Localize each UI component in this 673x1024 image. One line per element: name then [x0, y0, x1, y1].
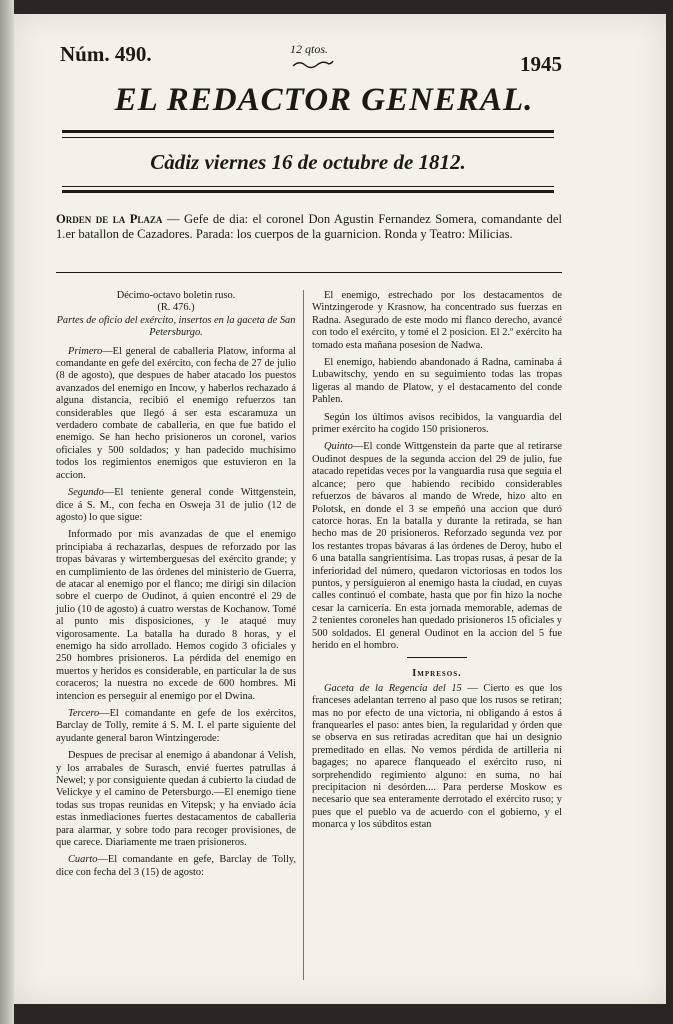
- paragraph-lead: Gaceta de la Regencia del 15: [324, 682, 462, 694]
- paragraph-lead: Tercero: [68, 708, 100, 719]
- column-divider: [303, 290, 304, 980]
- right-column: [312, 290, 562, 837]
- paragraph: [312, 290, 562, 352]
- impresos-heading: Impresos.: [412, 668, 462, 680]
- paragraph-text: El enemigo, habiendo abandonado á Radna, caminaba á Lubawitschy, yendo en su seguimiento todas las tropas ligeras al mando de Platow, y el destacamento del conde Pahlen.: [312, 357, 562, 406]
- paragraph-text: El enemigo, estrechado por los destacamentos de Wintzingerode y Krasnow, ha concentrado sus fuerzas en Radna. Asegurado de este modo mi flanco derecho, avancé con todo el exército, y tomé el 2 posicion. El 2.º exército ha tomado esta mañana posesion de Nadwa.: [312, 290, 562, 351]
- paragraph: [312, 441, 562, 652]
- issue-price: 12 qtos.: [290, 42, 329, 56]
- paragraph: [56, 487, 296, 524]
- orden-de-la-plaza: [56, 212, 562, 242]
- dateline-rule-thin: [62, 186, 554, 187]
- paragraph-text: Informado por mis avanzadas de que el enemigo principiaba á rechazarlas, despues de reforzado por las tropas bávaras y wirtemberguesas del exército grande; y en cumplimiento de las órdenes del ministerio de Guerra, de atacar al enemigo por el flanco; me dirigi sin dilacion sobre el cuerpo de Oudinot, á quien encontré el 29 de julio (10 de agosto) á cuatro werstas de Kochanow. Tomé al punto mis disposiciones, y le ataqué muy vigorosamente. La batalla ha durado 8 horas, y el enemigo ha sido arrollado. Hemos cogido 3 oficiales y 250 hombres prisioneros. La pérdida del enemigo en muertos y heridos es considerable, en particular la de sus coraceros; la nuestra no excede de 600 hombres. Mi intencion es perseguir al enemigo por el Dwina.: [56, 529, 296, 702]
- paragraph-text: —El comandante en gefe, Barclay de Tolly, dice con fecha del 3 (15) de agosto:: [56, 854, 296, 878]
- paragraph: [312, 683, 562, 832]
- paragraph-lead: Segundo: [68, 487, 104, 499]
- bulletin-heading: Décimo-octavo boletin ruso.: [116, 290, 236, 301]
- section-rule: [56, 272, 562, 273]
- title-rule-thick: [62, 130, 554, 133]
- bulletin-ref: (R. 476.): [157, 302, 195, 314]
- paragraph: [56, 346, 296, 482]
- paragraph-text: —El comandante en gefe de los exércitos, Barclay de Tolly, remite á S. M. I. el parte siguiente del ayudante general baron Wintzingerode:: [56, 708, 296, 744]
- paragraph-lead: Cuarto: [68, 854, 98, 866]
- issue-number: Núm. 490.: [60, 42, 152, 66]
- newspaper-title: EL REDACTOR GENERAL.: [114, 82, 534, 118]
- paragraph: [312, 412, 562, 437]
- page-number: 1945: [520, 52, 562, 76]
- paragraph-text: Despues de precisar al enemigo á abandonar á Velish, y los arrabales de Surasch, envié fuertes patrullas á Newel; y por consiguiente quedan á cubierto la ciudad de Velickye y el camino de Petersburgo.—El enemigo tiene todas sus tropas reunidas en Vitepsk; y ha enviado ácia estas inmediaciones fuertes destacamentos de caballeria para alarmar, y sobre todo para recoger provisiones, de que carece. Diariamente me traen prisioneros.: [56, 750, 296, 849]
- paragraph: [56, 529, 296, 703]
- paragraph: [56, 750, 296, 849]
- paragraph-text: Según los últimos avisos recibidos, la vanguardia del primer exército ha cogido 150 prisioneros.: [312, 411, 562, 436]
- book-spine: [0, 0, 14, 1024]
- paragraph: [56, 708, 296, 745]
- impresos-rule: [407, 657, 467, 658]
- orden-label: Orden de la Plaza: [56, 212, 163, 226]
- dateline: Càdiz viernes 16 de octubre de 1812.: [150, 150, 466, 174]
- paragraph-lead: Quinto: [324, 441, 353, 453]
- dateline-rule-thick: [62, 190, 554, 193]
- flourish-ornament: [291, 58, 335, 70]
- paragraph-lead: Primero: [68, 345, 103, 357]
- left-column: [56, 290, 296, 884]
- bulletin-subheading: Partes de oficio del exército, insertos en la gaceta de San Petersburgo.: [56, 314, 296, 339]
- paragraph-text: —El conde Wittgenstein da parte que al retirarse Oudinot despues de la segunda accion del 29 de julio, fue atacado repetidas veces por la vanguardia rusa que seguia el alcance; pero que habiendo recibido considerables refuerzos de bávaros al mando de Wrede, hizo alto en Polotsk, en donde el 3 se empeñó una accion que duró catorce horas. En la batalla y durante la retirada, se han hecho mas de 20 prisioneros. Reforzado segunda vez por los restantes tropas bávaras á las órdenes de Deroy, hubo el 6 una batalla sangrientísima. Las tropas rusas, á pesar de la inferioridad del número, quedaron victoriosas en todos los puntos, y persiguieron al enemigo hasta la ciudad, en cuyas calles continuó el combate, hasta que por fin hizo la noche cesar la carnicería. En esta jornada memorable, ademas de 2 tenientes coroneles han quedado prisioneros 15 oficiales y 500 soldados. El general Oudinot en la accion del 5 fue herido en el hombro.: [312, 441, 562, 651]
- paragraph-text: —El teniente general conde Wittgenstein, dice á S. M., con fecha en Osweja 31 de julio (12 de agosto) lo que sigue:: [56, 487, 296, 523]
- orden-text: — Gefe de dia: el coronel Don Agustin Fernandez Somera, comandante del 1.er batallon de Cazadores. Parada: los cuerpos de la guarnicion. Ronda y Teatro: Milicias.: [56, 212, 562, 241]
- paragraph: [56, 854, 296, 879]
- paragraph-text: — Cierto es que los franceses adelantan terreno al paso que los rusos se retiran; mas no por efecto de una victoria, ni obligando á estos á franquearles el paso: antes bien, la regularidad y órden que se observa en sus retiradas acreditan que hai un designio premeditado en ellas. No vemos pérdida de artilleria ni bagages; no aparece flanqueado el exército ruso, ni sorprehendido regimiento alguno: en suma, no hai precipitacion ni desórden.... Para perderse Moskow es necesario que sea enteramente derrotado el exército ruso; y pues que el pueblo va de acuerdo con el gobierno, y el monarca y los súbditos estan: [312, 682, 563, 831]
- paragraph: [312, 357, 562, 407]
- paragraph-text: —El general de caballeria Platow, informa al comandante en gefe del exército, con fecha de 27 de julio (8 de agosto), que despues de haber atacado los puestos avanzados del enemigo en Incow, y haberlos rechazado á alguna distancia, recibió el enemigo refuerzos tan considerables que llegó á ser esta escaramuza un verdadero combate de caballeria, en que fue batido el enemigo. Se han hecho prisioneros un coronel, varios oficiales y 500 soldados; y han padecido muchísimo todos los regimientos enemigos que estuvieron en la accion.: [56, 345, 296, 481]
- title-rule-thin: [62, 137, 554, 138]
- newspaper-page: [14, 14, 666, 1004]
